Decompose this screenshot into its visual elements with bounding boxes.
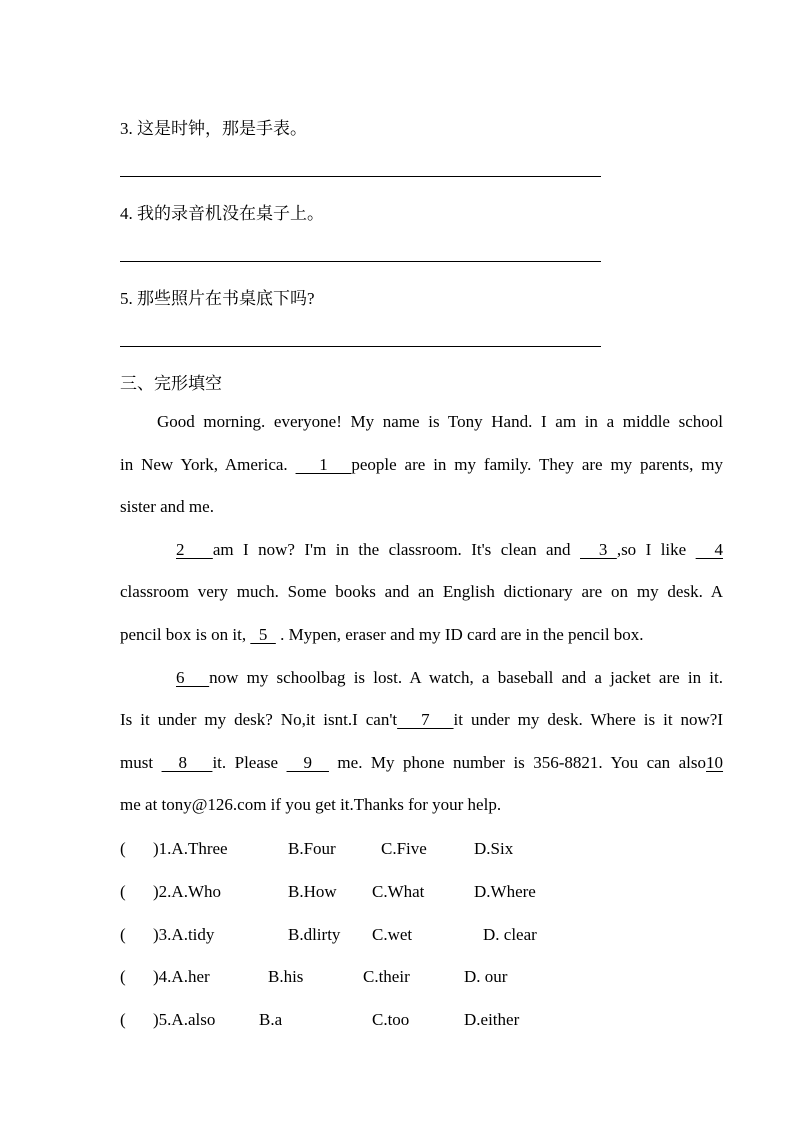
blank-6[interactable]: 6 [176,667,210,687]
answer-line-3[interactable] [120,176,601,177]
passage-text: me. My phone number is 356-8821. You can also [328,752,707,772]
blank-7[interactable]: 7 [397,710,454,730]
passage-line [120,742,723,785]
option-b[interactable]: B.a [259,1010,283,1029]
passage-text: pencil box is on it, [120,624,251,644]
section-title: 三、完形填空 [120,374,222,393]
option-c[interactable]: C.Five [381,839,427,858]
passage-text: me at tony@126.com if you get it.Thanks for your help. [120,795,502,815]
passage-line [120,444,723,487]
option-c[interactable]: C.What [372,882,425,901]
passage-text: ,so I like [616,539,696,559]
passage-line [120,571,723,614]
blank-10[interactable]: 10 [706,752,724,772]
option-a[interactable]: )1.A.Three [153,839,228,858]
passage-line [120,657,723,700]
item-number: 4. [120,204,133,223]
item-text: 这是时钟，那是手表。 [137,119,307,138]
option-a[interactable]: )4.A.her [153,967,210,986]
passage-line [120,699,723,742]
passage-line [120,784,723,827]
passage-text: it. Please [212,752,287,772]
blank-5[interactable]: 5 [250,624,276,644]
option-b[interactable]: B.Four [288,839,336,858]
blank-4[interactable]: 4 [695,539,724,559]
passage-text: it under my desk. Where is it now?I [453,710,724,730]
passage-line [120,401,723,444]
blank-3[interactable]: 3 [580,539,617,559]
item-text: 那些照片在书桌底下吗? [137,289,315,308]
option-d[interactable]: D. our [464,967,508,986]
passage-text: now my schoolbag is lost. A watch, a baseball and a jacket are in it. [209,667,723,687]
passage-line [120,614,723,657]
option-a[interactable]: )3.A.tidy [153,925,215,944]
blank-2[interactable]: 2 [176,539,213,559]
item-number: 3. [120,119,133,138]
option-b[interactable]: B.How [288,882,337,901]
option-c[interactable]: C.their [363,967,410,986]
option-d[interactable]: D.Six [474,839,514,858]
passage-text: in New York, America. [120,454,296,474]
answer-bracket[interactable]: ( [120,882,126,901]
passage-text: sister and me. [120,497,214,517]
answer-bracket[interactable]: ( [120,839,126,858]
option-d[interactable]: D.either [464,1010,520,1029]
answer-bracket[interactable]: ( [120,967,126,986]
option-c[interactable]: C.wet [372,925,413,944]
answer-line-4[interactable] [120,261,601,262]
passage-text: am I now? I'm in the classroom. It's clean and [212,539,580,559]
blank-8[interactable]: 8 [161,752,213,772]
option-c[interactable]: C.too [372,1010,410,1029]
blank-9[interactable]: 9 [286,752,329,772]
answer-bracket[interactable]: ( [120,1010,126,1029]
passage-text: Is it under my desk? No,it isnt.I can't [120,710,398,730]
option-b[interactable]: B.dlirty [288,925,341,944]
passage-text: classroom very much. Some books and an English dictionary are on my desk. A [120,582,723,602]
answer-line-5[interactable] [120,346,601,347]
option-d[interactable]: D. clear [483,925,537,944]
passage-line [120,529,723,572]
passage-line [120,486,723,529]
passage-text: must [120,752,162,772]
option-a[interactable]: )5.A.also [153,1010,216,1029]
translation-item-3 [120,114,307,139]
answer-bracket[interactable]: ( [120,925,126,944]
passage-text: . Mypen, eraser and my ID card are in the pencil box. [275,624,644,644]
item-text: 我的录音机没在桌子上。 [137,204,324,223]
option-a[interactable]: )2.A.Who [153,882,221,901]
passage-text: people are in my family. They are my parents, my [351,454,724,474]
option-b[interactable]: B.his [268,967,304,986]
cloze-passage [120,401,723,827]
blank-1[interactable]: 1 [295,454,352,474]
option-d[interactable]: D.Where [474,882,536,901]
passage-text: Good morning. everyone! My name is Tony Hand. I am in a middle school [157,412,723,431]
item-number: 5. [120,289,133,308]
translation-item-4 [120,199,324,224]
translation-item-5 [120,284,315,309]
